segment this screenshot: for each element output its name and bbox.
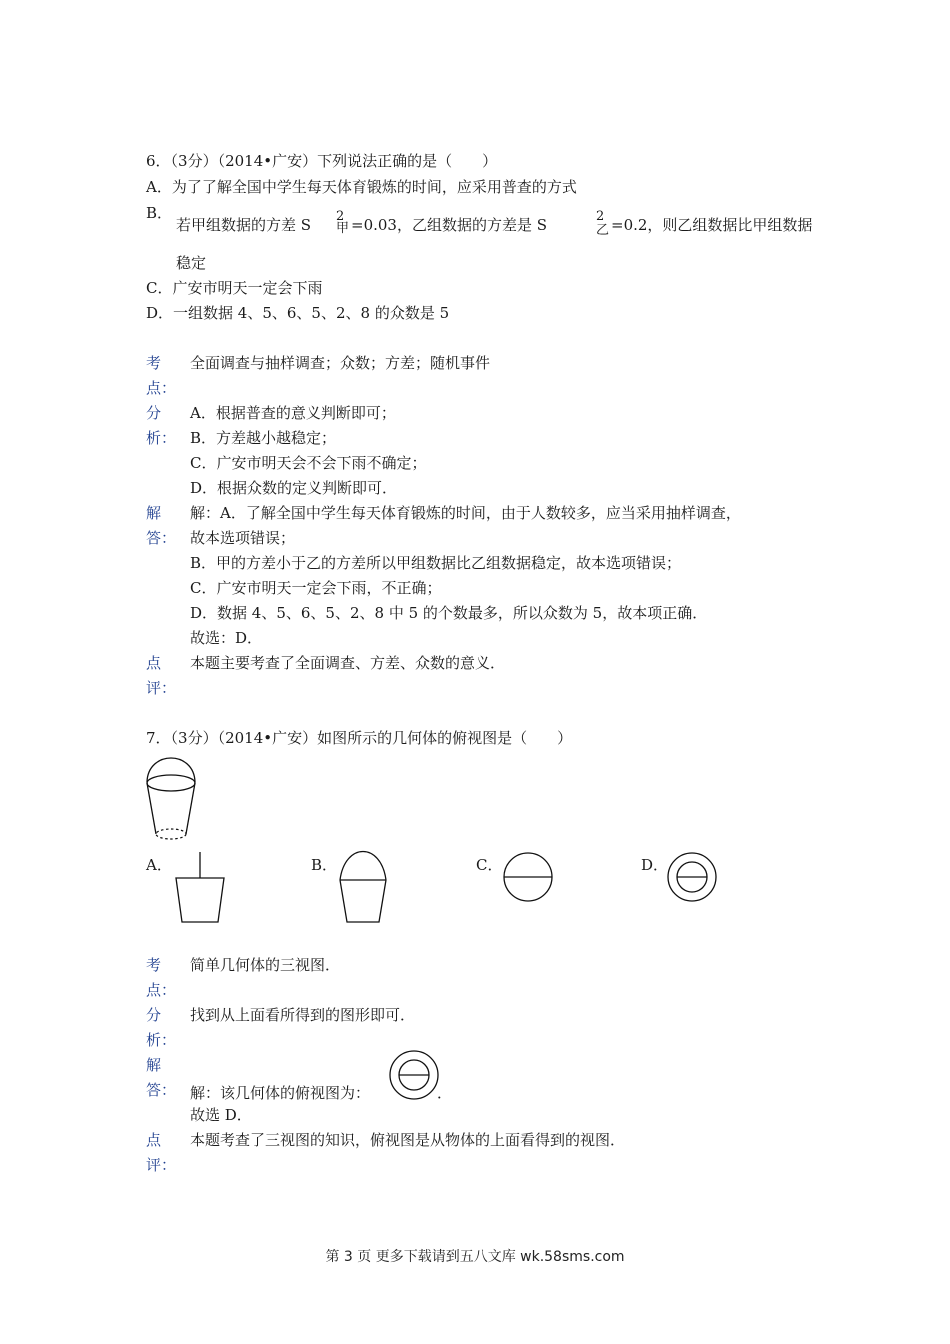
q7-kaodian-label-1: 考 [146, 956, 162, 974]
q6-kaodian-text: 全面调查与抽样调查；众数；方差；随机事件 [190, 354, 491, 372]
q6-jieda-label-2: 答： [146, 529, 177, 547]
q6-fenxi-label-1: 分 [146, 404, 162, 422]
q6-jieda-line: D．数据 4、5、6、5、2、8 中 5 的个数最多，所以众数为 5，故本项正确． [190, 604, 708, 622]
q7-option-d-label: D． [641, 856, 669, 874]
q6-option-b-text2: =0.03，乙组数据的方差是 S [351, 216, 548, 234]
q6-option-d: D．一组数据 4、5、6、5、2、8 的众数是 5 [146, 304, 450, 322]
q7-fenxi-label-2: 析： [146, 1031, 177, 1049]
q6-option-a: A．为了了解全国中学生每天体育锻炼的时间，应采用普查的方式 [146, 178, 577, 196]
q7-fenxi-label-1: 分 [146, 1006, 162, 1024]
q7-fenxi-text: 找到从上面看所得到的图形即可． [190, 1006, 416, 1024]
q7-kaodian-text: 简单几何体的三视图． [190, 956, 341, 974]
q6-sup-1: 2 [336, 209, 345, 224]
q6-option-c: C．广安市明天一定会下雨 [146, 279, 323, 297]
q6-sub-jia: 甲 [336, 221, 350, 236]
q6-fenxi-line: D．根据众数的定义判断即可． [190, 479, 398, 497]
q7-jieda-line2: 故选 D． [190, 1106, 252, 1124]
q7-option-c-label: C． [476, 856, 503, 874]
q6-fenxi-line: B．方差越小越稳定； [190, 429, 337, 447]
q6-dianping-label-2: 评： [146, 679, 177, 697]
q6-fenxi-line: A．根据普查的意义判断即可； [190, 404, 396, 422]
q6-fenxi-line: C．广安市明天会不会下雨不确定； [190, 454, 427, 472]
q7-jieda-line1: 解：该几何体的俯视图为： [190, 1084, 371, 1102]
q7-option-b-label: B． [311, 856, 338, 874]
q7-option-d-figure [665, 850, 719, 904]
q7-dianping-label-1: 点 [146, 1131, 162, 1149]
q6-jieda-line: 故选：D． [190, 629, 263, 647]
q7-dianping-label-2: 评： [146, 1156, 177, 1174]
q6-jieda-line: C．广安市明天一定会下雨，不正确； [190, 579, 442, 597]
q6-option-b-text1: 若甲组数据的方差 S [176, 216, 312, 234]
q7-jieda-period: ． [437, 1084, 453, 1102]
q6-kaodian-label-2: 点： [146, 379, 177, 397]
q6-jieda-line: 故本选项错误； [190, 529, 296, 547]
q7-jieda-label-1: 解 [146, 1056, 162, 1074]
q6-sup-2: 2 [596, 209, 605, 224]
q6-kaodian-label-1: 考 [146, 354, 162, 372]
q7-option-b-figure [335, 850, 391, 926]
page-footer: 第 3 页 更多下载请到五八文库 wk.58sms.com [325, 1249, 625, 1265]
q7-option-c-figure [500, 849, 556, 905]
q7-option-a-label: A． [146, 856, 172, 874]
q6-option-b-line2: 稳定 [176, 254, 207, 272]
q7-kaodian-label-2: 点： [146, 981, 177, 999]
q7-solid-figure [138, 755, 204, 845]
q7-jieda-label-2: 答： [146, 1081, 177, 1099]
q7-dianping-text: 本题考查了三视图的知识，俯视图是从物体的上面看得到的视图． [190, 1131, 626, 1149]
q6-option-b-label: B． [146, 204, 173, 222]
q7-stem: 7．（3分）（2014•广安）如图所示的几何体的俯视图是（ ） [146, 729, 573, 747]
q6-jieda-label-1: 解 [146, 504, 162, 522]
q6-dianping-text: 本题主要考查了全面调查、方差、众数的意义． [190, 654, 506, 672]
q6-option-b-text3: =0.2，则乙组数据比甲组数据 [611, 216, 813, 234]
q6-jieda-line: B．甲的方差小于乙的方差所以甲组数据比乙组数据稳定，故本选项错误； [190, 554, 682, 572]
q7-answer-figure [388, 1049, 440, 1101]
q7-option-a-figure [172, 852, 228, 924]
q6-sub-yi: 乙 [596, 223, 610, 238]
q6-jieda-line: 解：A．了解全国中学生每天体育锻炼的时间，由于人数较多，应当采用抽样调查， [190, 504, 741, 522]
q6-dianping-label-1: 点 [146, 654, 162, 672]
q6-stem: 6．（3分）（2014•广安）下列说法正确的是（ ） [146, 152, 498, 170]
q6-fenxi-label-2: 析： [146, 429, 177, 447]
